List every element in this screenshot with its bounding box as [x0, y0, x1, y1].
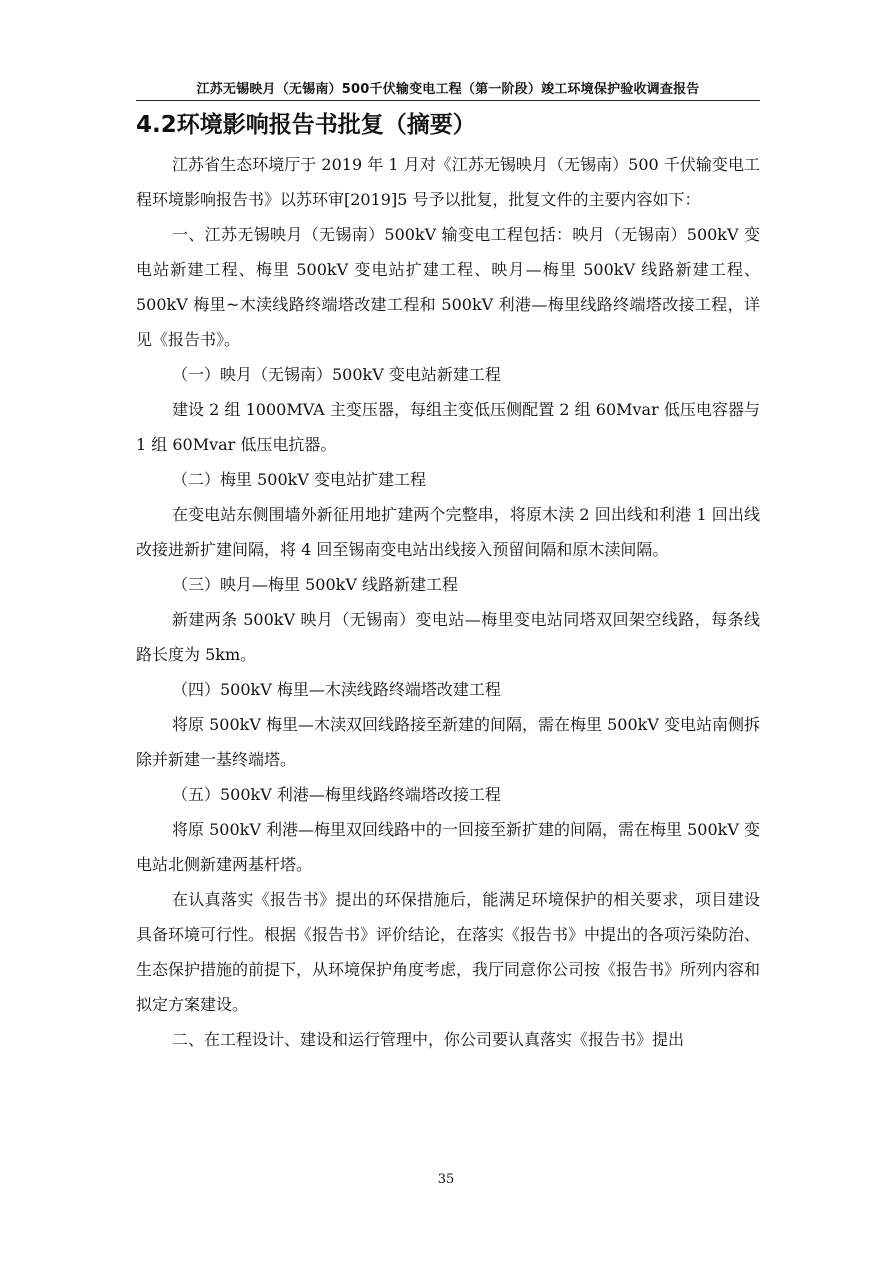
running-header: 江苏无锡映月（无锡南）500千伏输变电工程（第一阶段）竣工环境保护验收调查报告 [196, 82, 700, 97]
subheading-2: （二）梅里 500kV 变电站扩建工程 [172, 470, 426, 489]
subheading-3: （三）映月—梅里 500kV 线路新建工程 [172, 575, 458, 594]
paragraph-sub-4: 将原 500kV 梅里—木渎双回线路接至新建的间隔，需在梅里 500kV 变电站南侧拆除并新建一基终端塔。 [136, 715, 760, 769]
subheading-5: （五）500kV 利港—梅里线路终端塔改接工程 [172, 785, 501, 804]
paragraph-sub-5: 将原 500kV 利港—梅里双回线路中的一回接至新扩建的间隔，需在梅里 500kV 变电站北侧新建两基杆塔。 [136, 820, 760, 874]
page-number: 35 [437, 1172, 455, 1187]
subheading-1: （一）映月（无锡南）500kV 变电站新建工程 [172, 365, 501, 384]
paragraph-intro: 江苏省生态环境厅于 2019 年 1 月对《江苏无锡映月（无锡南）500 千伏输变电工程环境影响报告书》以苏环审[2019]5 号予以批复，批复文件的主要内容如下： [136, 155, 760, 209]
paragraph-sub-1: 建设 2 组 1000MVA 主变压器，每组主变低压侧配置 2 组 60Mvar 低压电容器与 1 组 60Mvar 低压电抗器。 [136, 400, 760, 454]
paragraph-sub-3: 新建两条 500kV 映月（无锡南）变电站—梅里变电站同塔双回架空线路，每条线路长度为 5km。 [136, 610, 760, 664]
paragraph-conclusion: 在认真落实《报告书》提出的环保措施后，能满足环境保护的相关要求，项目建设具备环境可行性。根据《报告书》评价结论，在落实《报告书》中提出的各项污染防治、生态保护措施的前提下，从环境保护角度考虑，我厅同意你公司按《报告书》所列内容和拟定方案建设。 [136, 890, 761, 1014]
subheading-4: （四）500kV 梅里—木渎线路终端塔改建工程 [172, 680, 501, 699]
paragraph-item-2: 二、在工程设计、建设和运行管理中，你公司要认真落实《报告书》提出 [172, 1030, 685, 1049]
section-title: 4.2环境影响报告书批复（摘要） [136, 112, 476, 138]
header-rule [136, 100, 760, 101]
body-text [136, 147, 760, 1057]
paragraph-sub-2: 在变电站东侧围墙外新征用地扩建两个完整串，将原木渎 2 回出线和利港 1 回出线改接进新扩建间隔，将 4 回至锡南变电站出线接入预留间隔和原木渎间隔。 [136, 505, 760, 559]
paragraph-item-1: 一、江苏无锡映月（无锡南）500kV 输变电工程包括：映月（无锡南）500kV 变电站新建工程、梅里 500kV 变电站扩建工程、映月—梅里 500kV 线路新建工程、500kV 梅里~木渎线路终端塔改建工程和 500kV 利港—梅里线路终端塔改接工程，详见《报告书》。 [136, 225, 760, 349]
